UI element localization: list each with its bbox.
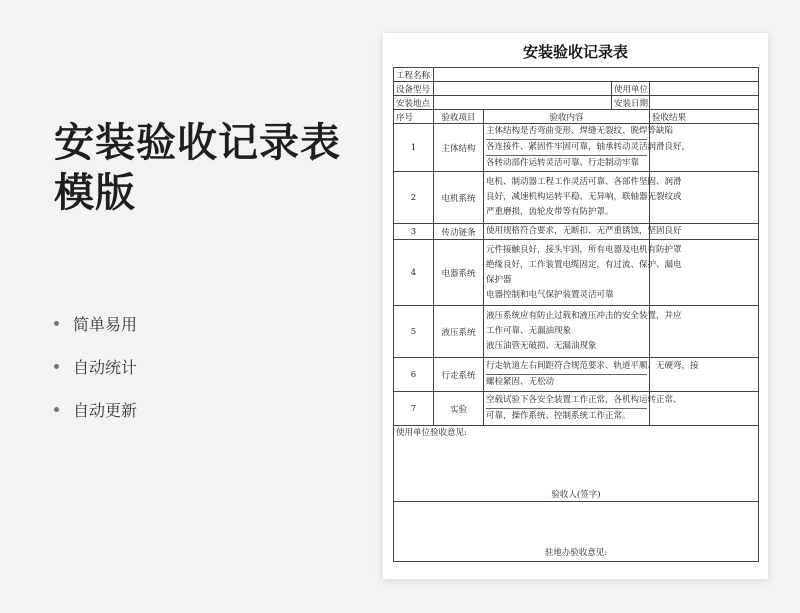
table-row <box>394 306 759 358</box>
column-item: 验收项目 <box>434 110 484 124</box>
content-line: 使用规格符合要求，无断扣、无严重锈蚀，坚固良好 <box>486 226 682 236</box>
feature-list <box>54 310 137 439</box>
row-content <box>484 306 682 358</box>
content-line: 电器控制和电气保护装置灵活可靠 <box>486 289 614 300</box>
table-row <box>394 172 759 224</box>
receiver-signature-label: 验收人(签字) <box>551 490 601 500</box>
form-row-location <box>394 96 759 110</box>
content-line: 螺栓紧固、无松动 <box>486 377 555 387</box>
row-content <box>484 358 699 392</box>
site-opinion-label: 驻地办验收意见: <box>544 548 608 558</box>
form-row-user-opinion <box>394 426 759 502</box>
bullet-icon <box>54 407 59 412</box>
column-result: 验收结果 <box>650 110 759 124</box>
label-project-name: 工程名称 <box>394 68 434 82</box>
content-line: 行走轨道左右间距符合规范要求、轨道平顺、无硬弯，接 <box>486 359 647 375</box>
row-item: 液压系统 <box>434 306 484 358</box>
form-row-site-opinion <box>394 502 759 562</box>
row-item: 实验 <box>434 392 484 426</box>
value-model <box>434 82 612 96</box>
table-row <box>394 240 759 306</box>
feature-item: 自动更新 <box>54 396 137 439</box>
feature-item: 简单易用 <box>54 310 137 353</box>
content-line: 各转动部件运转灵活可靠、行走制动牢靠 <box>486 158 640 168</box>
column-content: 验收内容 <box>484 110 650 124</box>
row-content <box>484 172 682 224</box>
table-row <box>394 358 759 392</box>
row-content <box>484 392 682 426</box>
table-row <box>394 124 759 172</box>
label-user-unit: 使用单位 <box>612 82 650 96</box>
table-row <box>394 392 759 426</box>
row-content <box>484 240 682 306</box>
table-row <box>394 224 759 240</box>
content-line: 保护器 <box>486 274 512 285</box>
feature-item: 自动统计 <box>54 353 137 396</box>
bullet-icon <box>54 321 59 326</box>
form-row-project <box>394 68 759 82</box>
row-item: 电器系统 <box>434 240 484 306</box>
label-model: 设备型号 <box>394 82 434 96</box>
content-line: 可靠，操作系统、控制系统工作正常。 <box>486 411 631 421</box>
content-line: 液压油管无破损、无漏油现象 <box>486 341 597 351</box>
column-no: 序号 <box>394 110 434 124</box>
headline <box>54 118 341 218</box>
row-no: 6 <box>394 358 434 392</box>
row-no: 7 <box>394 392 434 426</box>
content-line: 元件接触良好，接头牢固，所有电器及电机有防护罩 <box>486 244 682 255</box>
content-line: 各连接件、紧固件牢固可靠，轴承转动灵活润滑良好， <box>486 140 647 156</box>
row-no: 5 <box>394 306 434 358</box>
site-opinion-cell <box>394 502 759 562</box>
content-line: 空载试验下各安全装置工作正常，各机构运转正常、 <box>486 393 647 409</box>
content-line: 绝缘良好，工作装置电缆固定，有过流、保护、漏电 <box>486 259 682 270</box>
row-item: 传动链条 <box>434 224 484 240</box>
value-install-date <box>650 96 759 110</box>
value-location <box>434 96 612 110</box>
row-content <box>484 124 691 172</box>
row-no: 3 <box>394 224 434 240</box>
user-opinion-label: 使用单位验收意见: <box>396 428 467 438</box>
label-install-date: 安装日期 <box>612 96 650 110</box>
content-line: 良好，减速机构运转平稳、无异响，联轴器无裂纹或 <box>486 192 682 202</box>
bullet-icon <box>54 364 59 369</box>
row-item: 行走系统 <box>434 358 484 392</box>
row-content <box>484 224 682 240</box>
acceptance-form <box>393 67 759 562</box>
form-row-model <box>394 82 759 96</box>
headline-line-1: 安装验收记录表 <box>54 120 341 166</box>
content-line: 工作可靠、无漏油现象 <box>486 326 572 336</box>
content-line: 严重磨损，齿轮皮带等有防护罩。 <box>486 207 614 217</box>
row-item: 电机系统 <box>434 172 484 224</box>
document-title: 安装验收记录表 <box>522 43 628 61</box>
content-line: 液压系统应有防止过载和液压冲击的安全装置，并应 <box>486 311 682 321</box>
row-no: 4 <box>394 240 434 306</box>
content-line: 电机、制动器工程工作灵活可靠、各部件坚固、润滑 <box>486 177 682 187</box>
row-item: 主体结构 <box>434 124 484 172</box>
value-project-name <box>434 68 759 82</box>
form-column-header <box>394 110 759 124</box>
content-line: 主体结构是否弯曲变形、焊缝无裂纹、脱焊等缺陷 <box>486 124 647 140</box>
value-user-unit <box>650 82 759 96</box>
user-opinion-cell <box>394 426 759 502</box>
label-location: 安装地点 <box>394 96 434 110</box>
row-no: 1 <box>394 124 434 172</box>
headline-line-2: 模版 <box>54 170 136 216</box>
document-preview <box>383 33 768 579</box>
row-no: 2 <box>394 172 434 224</box>
